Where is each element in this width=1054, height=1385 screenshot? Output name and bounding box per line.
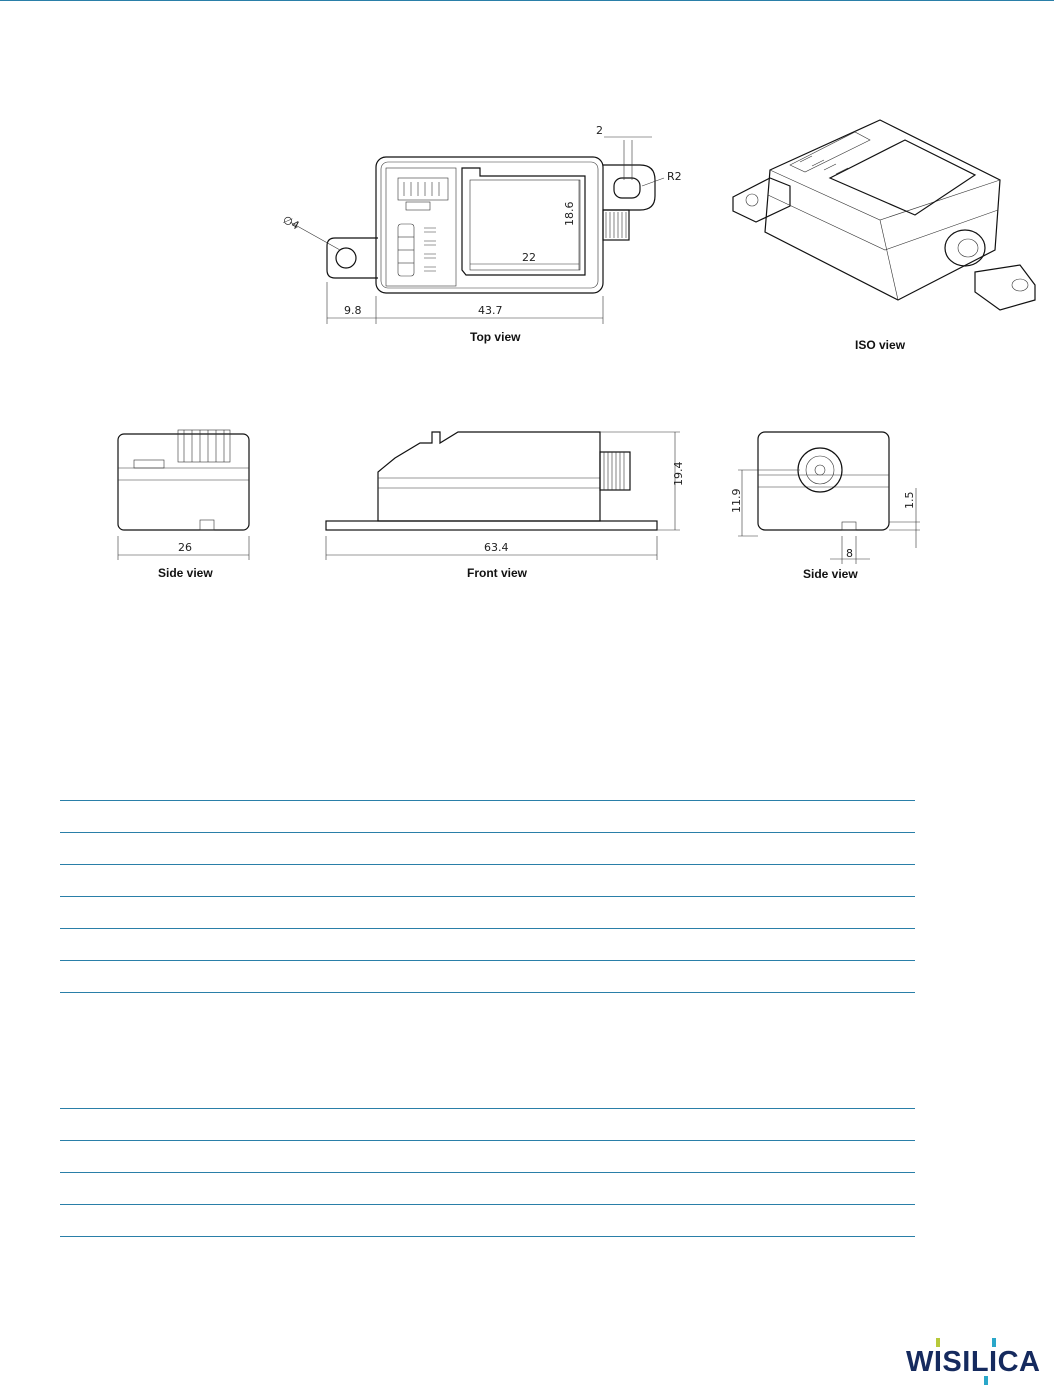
caption-top-view: Top view xyxy=(470,330,521,344)
caption-side-view-right: Side view xyxy=(803,567,858,581)
wisilica-logo xyxy=(906,1338,1052,1384)
spec-table-2 xyxy=(60,1108,915,1237)
table-row xyxy=(60,1140,915,1172)
dim-flange: 9.8 xyxy=(344,304,362,317)
caption-front-view: Front view xyxy=(467,566,528,580)
table-row xyxy=(60,800,915,832)
dim-body-length: 43.7 xyxy=(478,304,503,317)
table-row xyxy=(60,896,915,928)
dim-inner-height: 18.6 xyxy=(563,201,576,226)
dim-slot-radius: R2 xyxy=(667,170,682,183)
dim-overall-length: 63.4 xyxy=(484,541,509,554)
iso-view-drawing xyxy=(733,120,1035,310)
dim-flange-thickness: 1.5 xyxy=(903,491,916,509)
table-row xyxy=(60,1172,915,1204)
spec-table-1 xyxy=(60,800,915,993)
table-row xyxy=(60,832,915,864)
table-row xyxy=(60,928,915,960)
dim-offset: 8 xyxy=(846,547,853,560)
top-view-drawing xyxy=(290,137,664,324)
mechanical-drawings xyxy=(0,0,1054,600)
logo-text: WISILICA xyxy=(906,1346,1041,1378)
caption-iso-view: ISO view xyxy=(855,338,906,352)
dim-connector-height: 11.9 xyxy=(730,488,743,513)
dim-inner-width: 22 xyxy=(522,251,536,264)
dim-slot-width: 2 xyxy=(596,124,603,137)
dim-front-height: 19.4 xyxy=(672,461,685,486)
table-row xyxy=(60,1204,915,1237)
table-row xyxy=(60,864,915,896)
caption-side-view-left: Side view xyxy=(158,566,213,580)
side-view-right-drawing xyxy=(738,432,920,564)
dim-hole-diameter: ∅4 xyxy=(280,213,302,233)
table-row xyxy=(60,960,915,993)
table-row xyxy=(60,1108,915,1140)
dim-side-width: 26 xyxy=(178,541,192,554)
